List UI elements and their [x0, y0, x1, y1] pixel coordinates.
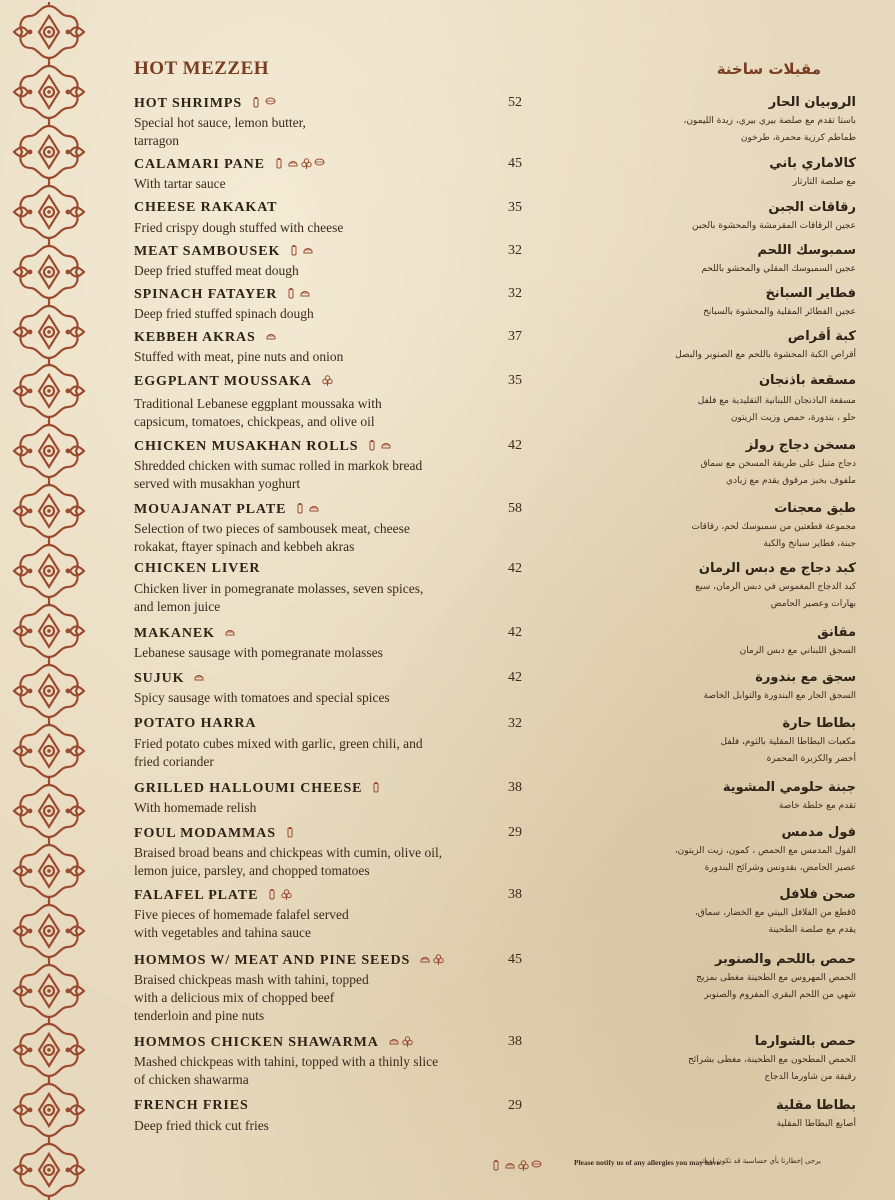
dish-description-arabic: مجموعة قطعتين من سمبوسك لحم، رقاقات جبنة، فطاير سبانخ والكبة — [691, 522, 856, 549]
dairy-icon — [531, 1160, 541, 1171]
dish-name — [134, 952, 446, 969]
dish-price: 38 — [508, 780, 522, 795]
dish-description-arabic: مسقعة الباذنجان اللبنانية التقليدية مع فلفل حلو ، بندورة، حمص وزيت الزيتون — [697, 396, 856, 423]
dish-description-arabic: عجين الفطائر المقلية والمحشوة بالسبانخ — [703, 307, 856, 317]
vegetarian-icon — [322, 375, 332, 386]
dish-name-arabic: فطاير السبانخ — [765, 286, 856, 301]
dish-description-arabic: كبد الدجاج المغموس في دبس الرمان، سبع بهارات وعصير الحامض — [695, 582, 856, 609]
allergy-notice: Please notify us of any allergies you may have — [574, 1158, 720, 1167]
gluten-icon — [252, 97, 262, 108]
arabesque-ornament — [10, 1080, 88, 1140]
dish-name-arabic: مسقعة باذنجان — [758, 373, 856, 388]
dish-price: 42 — [508, 625, 522, 640]
allergy-notice-arabic: يرجى إخطارنا بأي حساسية قد تكون لديك — [700, 1157, 821, 1165]
dish-name-text: SUJUK — [134, 671, 185, 686]
dish-price: 45 — [508, 952, 522, 967]
arabesque-ornament — [10, 481, 88, 541]
arabesque-ornament — [10, 421, 88, 481]
dairy-icon — [314, 158, 324, 169]
dish-name — [134, 1098, 249, 1114]
dish-name-text: FOUL MODAMMAS — [134, 826, 276, 841]
dish-description-arabic: ٥قطع من الفلافل البيتي مع الخضار، سماق، يقدم مع صلصة الطحينة — [694, 908, 856, 935]
vegetarian-icon — [518, 1160, 528, 1171]
shellfish-icon — [194, 672, 204, 683]
dish-price: 45 — [508, 156, 522, 171]
dish-description-arabic: تقدم مع خلطة خاصة — [778, 801, 856, 811]
dish-name — [134, 561, 260, 577]
dish-description: Spicy sausage with tomatoes and special spices — [134, 690, 390, 705]
arabesque-ornament — [10, 1140, 88, 1200]
dish-name-arabic: الروبيان الحار — [768, 95, 856, 110]
gluten-icon — [290, 245, 300, 256]
dish-price: 38 — [508, 1034, 522, 1049]
dish-name-arabic: بطاطا حارة — [782, 716, 856, 731]
allergen-icons — [290, 243, 316, 259]
dish-price: 35 — [508, 373, 522, 388]
dish-description: Shredded chicken with sumac rolled in markok bread served with musakhan yoghurt — [134, 458, 423, 491]
allergen-icons — [372, 780, 385, 796]
dish-price: 38 — [508, 887, 522, 902]
dish-name — [134, 286, 313, 303]
dish-price: 37 — [508, 329, 522, 344]
dish-name-text: MEAT SAMBOUSEK — [134, 244, 281, 259]
arabesque-ornament — [10, 361, 88, 421]
shellfish-icon — [225, 627, 235, 638]
dish-description: Chicken liver in pomegranate molasses, seven spices, and lemon juice — [134, 581, 424, 614]
dish-price: 42 — [508, 438, 522, 453]
dish-name-text: HOT SHRIMPS — [134, 96, 243, 111]
arabesque-ornament — [10, 601, 88, 661]
dish-name-text: CHICKEN MUSAKHAN ROLLS — [134, 439, 359, 454]
dish-name-arabic: حمص باللحم والصنوبر — [714, 952, 856, 967]
dish-name — [134, 156, 327, 173]
dish-name — [134, 438, 394, 455]
dish-name — [134, 329, 279, 346]
dish-description: Deep fried stuffed spinach dough — [134, 306, 314, 321]
shellfish-icon — [389, 1036, 399, 1047]
dish-price: 42 — [508, 561, 522, 576]
dish-name-arabic: بطاطا مقلية — [776, 1098, 856, 1113]
dish-name-text: CHEESE RAKAKAT — [134, 200, 278, 215]
dish-price: 52 — [508, 95, 522, 110]
allergen-icons — [266, 329, 279, 345]
section-title-arabic: مقبلات ساخنة — [716, 60, 821, 78]
dish-name-arabic: طبق معجنات — [774, 501, 856, 516]
dish-description-arabic: باستا تقدم مع صلصة بيري بيري، زبدة الليمون، طماطم كرزية محمرة، طرخون — [683, 116, 856, 143]
dish-price: 35 — [508, 200, 522, 215]
dish-description: Deep fried thick cut fries — [134, 1118, 269, 1133]
dish-price: 58 — [508, 501, 522, 516]
allergen-icons — [268, 887, 294, 903]
dish-description-arabic: مكعبات البطاطا المقلية بالثوم، فلفل أخضر والكزبرة المحمرة — [720, 737, 856, 764]
dish-name-text: HOMMOS CHICKEN SHAWARMA — [134, 1035, 379, 1050]
allergen-icons — [287, 286, 313, 302]
dish-name-arabic: مسخن دجاج رولز — [745, 438, 856, 453]
dish-price: 29 — [508, 825, 522, 840]
shellfish-icon — [309, 503, 319, 514]
dish-price: 32 — [508, 716, 522, 731]
allergen-icons — [194, 670, 207, 686]
dish-price: 42 — [508, 670, 522, 685]
dish-name-arabic: سمبوسك اللحم — [757, 243, 856, 258]
allergen-icons — [252, 95, 278, 111]
dish-description: Stuffed with meat, pine nuts and onion — [134, 349, 344, 364]
gluten-icon — [275, 158, 285, 169]
section-title: HOT MEZZEH — [134, 58, 270, 79]
dish-name — [134, 825, 299, 842]
gluten-icon — [492, 1160, 502, 1171]
allergen-icons — [225, 625, 238, 641]
dish-name-arabic: فول مدمس — [781, 825, 856, 840]
dish-name — [134, 200, 277, 216]
dish-name-arabic: مقانق — [817, 625, 856, 640]
arabesque-ornament — [10, 721, 88, 781]
dish-price: 32 — [508, 243, 522, 258]
gluten-icon — [368, 440, 378, 451]
dish-name-text: EGGPLANT MOUSSAKA — [134, 374, 313, 389]
allergen-icons — [286, 825, 299, 841]
dish-description: Braised broad beans and chickpeas with cumin, olive oil, lemon juice, parsley, and chopped tomatoes — [134, 845, 443, 878]
dish-name — [134, 670, 207, 687]
dish-description-arabic: عجين الرقاقات المقرمشة والمحشوة بالجبن — [692, 221, 856, 231]
dish-description: Fried potato cubes mixed with garlic, green chili, and fried coriander — [134, 736, 423, 769]
dish-name-text: GRILLED HALLOUMI CHEESE — [134, 781, 363, 796]
dish-name-text: HOMMOS W/ MEAT AND PINE SEEDS — [134, 953, 411, 968]
dish-name-text: MAKANEK — [134, 626, 215, 641]
dish-name-text: CALAMARI PANE — [134, 157, 265, 172]
dish-description-arabic: الفول المدمس مع الحمص ، كمون، زيت الزيتون، عصير الحامض، بقدونس وشرائح البندورة — [674, 846, 856, 873]
dish-name — [134, 625, 238, 642]
arabesque-ornament — [10, 961, 88, 1021]
arabesque-ornament — [10, 781, 88, 841]
dish-name-arabic: كبة أقراص — [787, 329, 856, 344]
arabesque-ornament — [10, 541, 88, 601]
dish-description: Fried crispy dough stuffed with cheese — [134, 220, 344, 235]
dish-description-arabic: عجين السمبوسك المقلي والمحشو باللحم — [701, 264, 856, 274]
dish-description-arabic: الحمص المطحون مع الطحينة، مغطى بشرائح رقيقة من شاورما الدجاج — [687, 1055, 856, 1082]
dish-name — [134, 243, 316, 260]
dish-description-arabic: السجق اللبناني مع دبس الرمان — [739, 646, 856, 656]
dish-name-text: SPINACH FATAYER — [134, 287, 278, 302]
dish-name — [134, 1034, 415, 1051]
dish-description-arabic: دجاج متبل على طريقة المسخن مع سماق ملفوف بخبز مرقوق يقدم مع زبادي — [700, 459, 856, 486]
vegetarian-icon — [433, 954, 443, 965]
dish-name — [134, 373, 335, 390]
dish-name-arabic: كبد دجاج مع دبس الرمان — [698, 561, 856, 576]
dish-name-arabic: رقاقات الجبن — [768, 200, 856, 215]
dish-description: With homemade relish — [134, 800, 257, 815]
allergen-legend — [482, 1155, 544, 1175]
dish-name-text: MOUAJANAT PLATE — [134, 502, 287, 517]
dish-name-text: KEBBEH AKRAS — [134, 330, 256, 345]
dish-description: Deep fried stuffed meat dough — [134, 263, 299, 278]
gluten-icon — [287, 288, 297, 299]
dish-price: 29 — [508, 1098, 522, 1113]
dish-name — [134, 501, 322, 518]
dish-description: Traditional Lebanese eggplant moussaka with capsicum, tomatoes, chickpeas, and olive oil — [134, 396, 382, 429]
shellfish-icon — [300, 288, 310, 299]
dish-name-arabic: جبنة حلومي المشوية — [722, 780, 856, 795]
dish-description: Selection of two pieces of sambousek meat, cheese rokakat, ftayer spinach and kebbeh akras — [134, 521, 410, 554]
dish-name-text: FRENCH FRIES — [134, 1098, 249, 1113]
dish-description-arabic: السجق الحار مع البندورة والتوابل الخاصة — [703, 691, 856, 701]
dish-description: Braised chickpeas mash with tahini, topped with a delicious mix of chopped beef tenderloin and pine nuts — [134, 972, 369, 1023]
dish-name-text: FALAFEL PLATE — [134, 888, 259, 903]
ornamental-border — [0, 0, 98, 1200]
dish-name-arabic: سجق مع بندورة — [755, 670, 856, 685]
allergen-icons — [492, 1155, 544, 1174]
arabesque-ornament — [10, 182, 88, 242]
dish-name-arabic: صحن فلافل — [779, 887, 856, 902]
dish-name-arabic: كالاماري باني — [769, 156, 856, 171]
arabesque-ornament — [10, 661, 88, 721]
arabesque-ornament — [10, 841, 88, 901]
arabesque-ornament — [10, 302, 88, 362]
shellfish-icon — [266, 331, 276, 342]
shellfish-icon — [420, 954, 430, 965]
vegetarian-icon — [402, 1036, 412, 1047]
dish-description: Five pieces of homemade falafel served with vegetables and tahina sauce — [134, 907, 349, 940]
dish-description: Lebanese sausage with pomegranate molasses — [134, 645, 383, 660]
dish-description-arabic: أقراص الكبة المحشوة باللحم مع الصنوبر والبصل — [675, 350, 856, 360]
gluten-icon — [372, 782, 382, 793]
gluten-icon — [286, 827, 296, 838]
arabesque-ornament — [10, 2, 88, 62]
arabesque-ornament — [10, 122, 88, 182]
gluten-icon — [296, 503, 306, 514]
dish-name-text: CHICKEN LIVER — [134, 561, 261, 576]
dish-description-arabic: مع صلصة التارتار — [792, 177, 856, 187]
shellfish-icon — [303, 245, 313, 256]
arabesque-ornament — [10, 242, 88, 302]
dairy-icon — [265, 97, 275, 108]
allergen-icons — [368, 438, 394, 454]
dish-name — [134, 716, 256, 732]
allergen-icons — [420, 952, 446, 968]
dish-description: Special hot sauce, lemon butter, tarragon — [134, 115, 306, 148]
vegetarian-icon — [281, 889, 291, 900]
dish-description: Mashed chickpeas with tahini, topped with a thinly slice of chicken shawarma — [134, 1054, 439, 1087]
dish-price: 32 — [508, 286, 522, 301]
dish-name-text: POTATO HARRA — [134, 716, 257, 731]
allergen-icons — [296, 501, 322, 517]
arabesque-ornament — [10, 901, 88, 961]
gluten-icon — [268, 889, 278, 900]
dish-description-arabic: أصابع البطاطا المقلية — [776, 1119, 856, 1129]
arabesque-ornament — [10, 1020, 88, 1080]
vegetarian-icon — [301, 158, 311, 169]
allergen-icons — [275, 156, 327, 172]
arabesque-ornament — [10, 62, 88, 122]
shellfish-icon — [381, 440, 391, 451]
allergen-icons — [389, 1034, 415, 1050]
shellfish-icon — [288, 158, 298, 169]
dish-description: With tartar sauce — [134, 176, 226, 191]
dish-name-arabic: حمص بالشوارما — [754, 1034, 856, 1049]
dish-name — [134, 887, 294, 904]
dish-description-arabic: الحمص المهروس مع الطحينة مغطى بمزيج شهي من اللحم البقري المفروم والصنوبر — [696, 973, 856, 1000]
allergen-icons — [322, 373, 335, 389]
dish-name — [134, 780, 385, 797]
shellfish-icon — [505, 1160, 515, 1171]
dish-name — [134, 95, 278, 112]
